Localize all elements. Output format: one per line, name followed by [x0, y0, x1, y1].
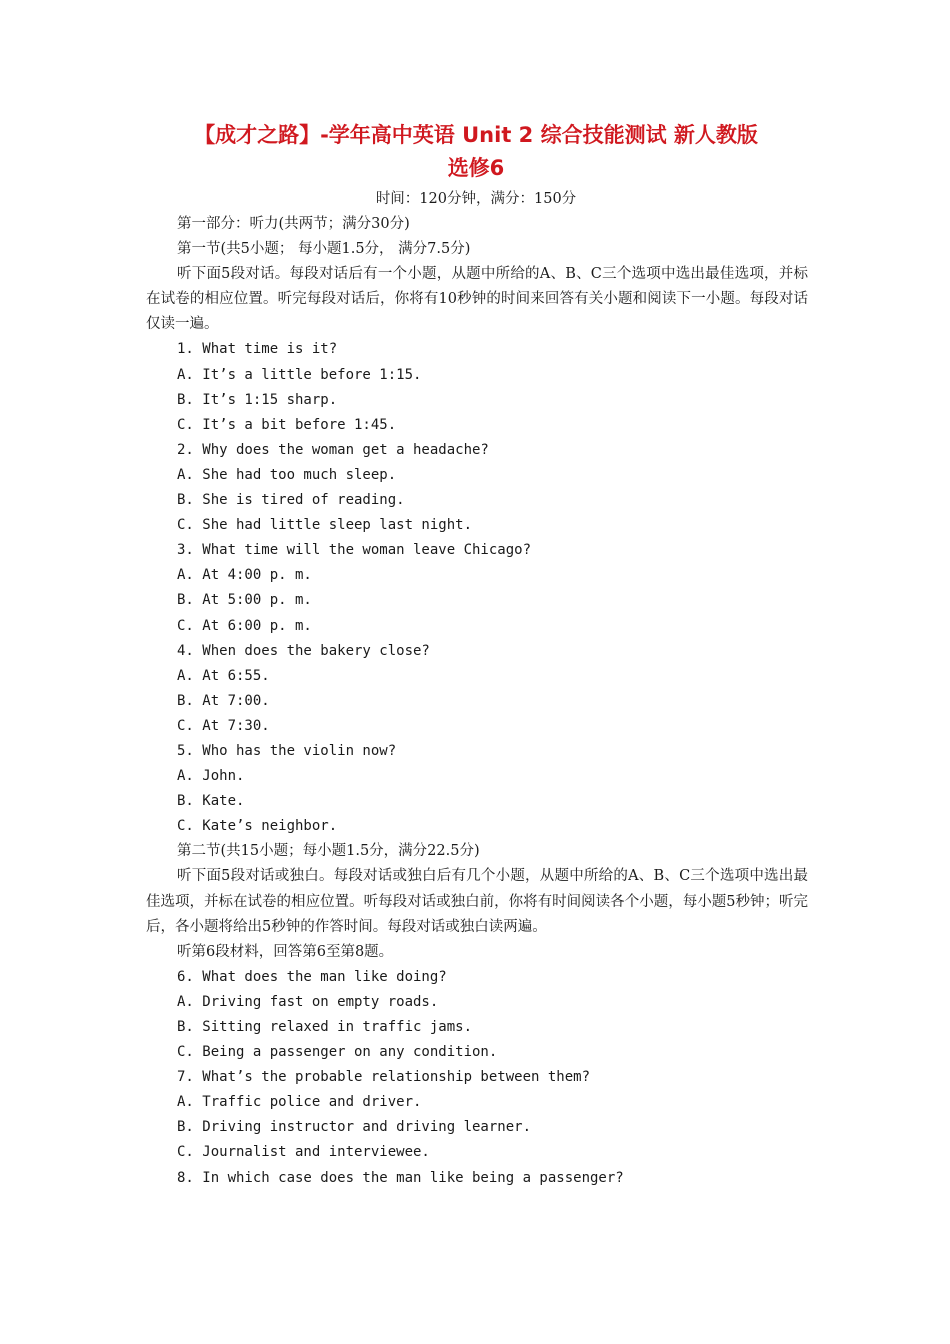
section2-questions — [146, 965, 808, 1191]
answer-option: C. At 6:00 p. m. — [177, 617, 312, 634]
answer-option: B. Driving instructor and driving learner. — [177, 1119, 532, 1136]
answer-option: C. At 7:30. — [177, 717, 270, 734]
question-stem: 4. When does the bakery close? — [177, 642, 430, 659]
question-stem: 1. What time is it? — [177, 341, 338, 358]
answer-option: A. It’s a little before 1:15. — [177, 366, 422, 383]
material-note: 听第6段材料，回答第6至第8题。 — [177, 943, 394, 960]
section1-questions — [146, 337, 808, 839]
question-stem: 3. What time will the woman leave Chicago? — [177, 542, 532, 559]
answer-option: B. Kate. — [177, 793, 245, 810]
question-stem: 2. Why does the woman get a headache? — [177, 441, 489, 458]
part1-heading: 第一部分：听力(共两节；满分30分) — [177, 216, 410, 232]
section1-heading: 第一节(共5小题； 每小题1.5分， 满分7.5分) — [177, 241, 471, 258]
answer-option: C. Being a passenger on any condition. — [177, 1044, 498, 1061]
document-subtitle: 选修6 — [447, 156, 505, 180]
answer-option: A. Driving fast on empty roads. — [177, 993, 439, 1010]
answer-option: B. It’s 1:15 sharp. — [177, 391, 338, 408]
document-title: 【成才之路】-学年高中英语 Unit 2 综合技能测试 新人教版 — [194, 123, 758, 147]
question-stem: 5. Who has the violin now? — [177, 742, 397, 759]
answer-option: C. She had little sleep last night. — [177, 517, 473, 534]
section2-heading: 第二节(共15小题；每小题1.5分，满分22.5分) — [177, 843, 480, 860]
section1-instructions: 听下面5段对话。每段对话后有一个小题，从题中所给的A、B、C三个选项中选出最佳选项，并标在试卷的相应位置。听完每段对话后，你将有10秒钟的时间来回答有关小题和阅读下一小题。每段对话仅读一遍。 — [146, 266, 808, 333]
answer-option: B. At 7:00. — [177, 692, 270, 709]
answer-option: B. At 5:00 p. m. — [177, 592, 312, 609]
section2-instructions: 听下面5段对话或独白。每段对话或独白后有几个小题，从题中所给的A、B、C三个选项中选出最佳选项，并标在试卷的相应位置。听每段对话或独白前，你将有时间阅读各个小题，每小题5秒钟；听完后，各小题将给出5秒钟的作答时间。每段对话或独白读两遍。 — [146, 868, 808, 935]
question-stem: 8. In which case does the man like being a passenger? — [177, 1169, 624, 1186]
question-stem: 6. What does the man like doing? — [177, 968, 447, 985]
time-info: 时间：120分钟，满分：150分 — [375, 191, 577, 207]
answer-option: C. It’s a bit before 1:45. — [177, 416, 397, 433]
answer-option: B. She is tired of reading. — [177, 492, 405, 509]
document-body — [146, 212, 808, 1191]
question-stem: 7. What’s the probable relationship between them? — [177, 1069, 591, 1086]
answer-option: A. John. — [177, 768, 245, 785]
answer-option: A. Traffic police and driver. — [177, 1094, 422, 1111]
answer-option: C. Journalist and interviewee. — [177, 1144, 430, 1161]
answer-option: A. She had too much sleep. — [177, 466, 397, 483]
answer-option: C. Kate’s neighbor. — [177, 818, 338, 835]
answer-option: A. At 4:00 p. m. — [177, 567, 312, 584]
answer-option: B. Sitting relaxed in traffic jams. — [177, 1019, 473, 1035]
answer-option: A. At 6:55. — [177, 667, 270, 684]
